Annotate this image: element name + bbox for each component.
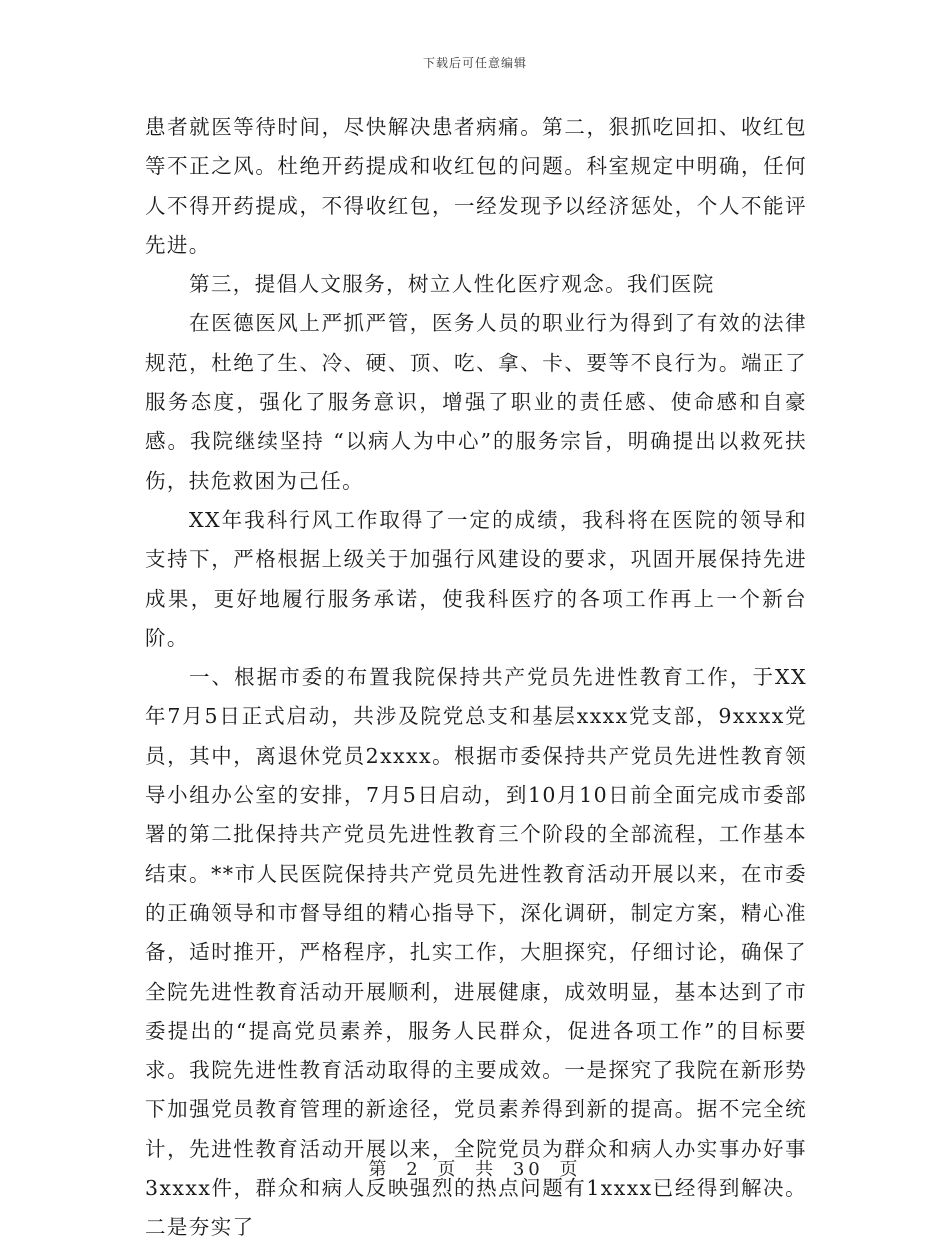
- paragraph-3: 在医德医风上严抓严管，医务人员的职业行为得到了有效的法律规范，杜绝了生、冷、硬、顶、吃、拿、卡、要等不良行为。端正了服务态度，强化了服务意识，增强了职业的责任感、使命感和自豪感。我院继续坚持 “以病人为中心”的服务宗旨，明确提出以救死扶伤，扶危救困为己任。: [145, 311, 807, 493]
- page-number-footer: 第 2 页 共 30 页: [368, 1159, 582, 1180]
- body-text: [145, 108, 807, 1248]
- paragraph-2: 第三，提倡人文服务，树立人性化医疗观念。我们医院: [189, 272, 715, 297]
- header-note: 下载后可任意编辑: [422, 56, 527, 70]
- paragraph-1: 患者就医等待时间，尽快解决患者病痛。第二，狠抓吃回扣、收红包等不正之风。杜绝开药提成和收红包的问题。科室规定中明确，任何人不得开药提成，不得收红包，一经发现予以经济惩处，个人不能评先进。: [145, 115, 807, 257]
- paragraph-4: XX年我科行风工作取得了一定的成绩，我科将在医院的领导和支持下，严格根据上级关于加强行风建设的要求，巩固开展保持先进成果，更好地履行服务承诺，使我科医疗的各项工作再上一个新台阶。: [145, 507, 807, 650]
- paragraph-5: 一、根据市委的布置我院保持共产党员先进性教育工作，于XX年7月5日正式启动，共涉及院党总支和基层xxxx党支部，9xxxx党员，其中，离退休党员2xxxx。根据市委保持共产党员先进性教育领导小组办公室的安排，7月5日启动，到10月10日前全面完成市委部署的第二批保持共产党员先进性教育三个阶段的全部流程，工作基本结束。**市人民医院保持共产党员先进性教育活动开展以来，在市委的正确领导和市督导组的精心指导下，深化调研，制定方案，精心准备，适时推开，严格程序，扎实工作，大胆探究，仔细讨论，确保了全院先进性教育活动开展顺利，进展健康，成效明显，基本达到了市委提出的“提高党员素养，服务人民群众，促进各项工作”的目标要求。我院先进性教育活动取得的主要成效。一是探究了我院在新形势下加强党员教育管理的新途径，党员素养得到新的提高。据不完全统计，先进性教育活动开展以来，全院党员为群众和病人办实事办好事3xxxx件，群众和病人反映强烈的热点问题有1xxxx已经得到解决。二是夯实了: [145, 665, 807, 1240]
